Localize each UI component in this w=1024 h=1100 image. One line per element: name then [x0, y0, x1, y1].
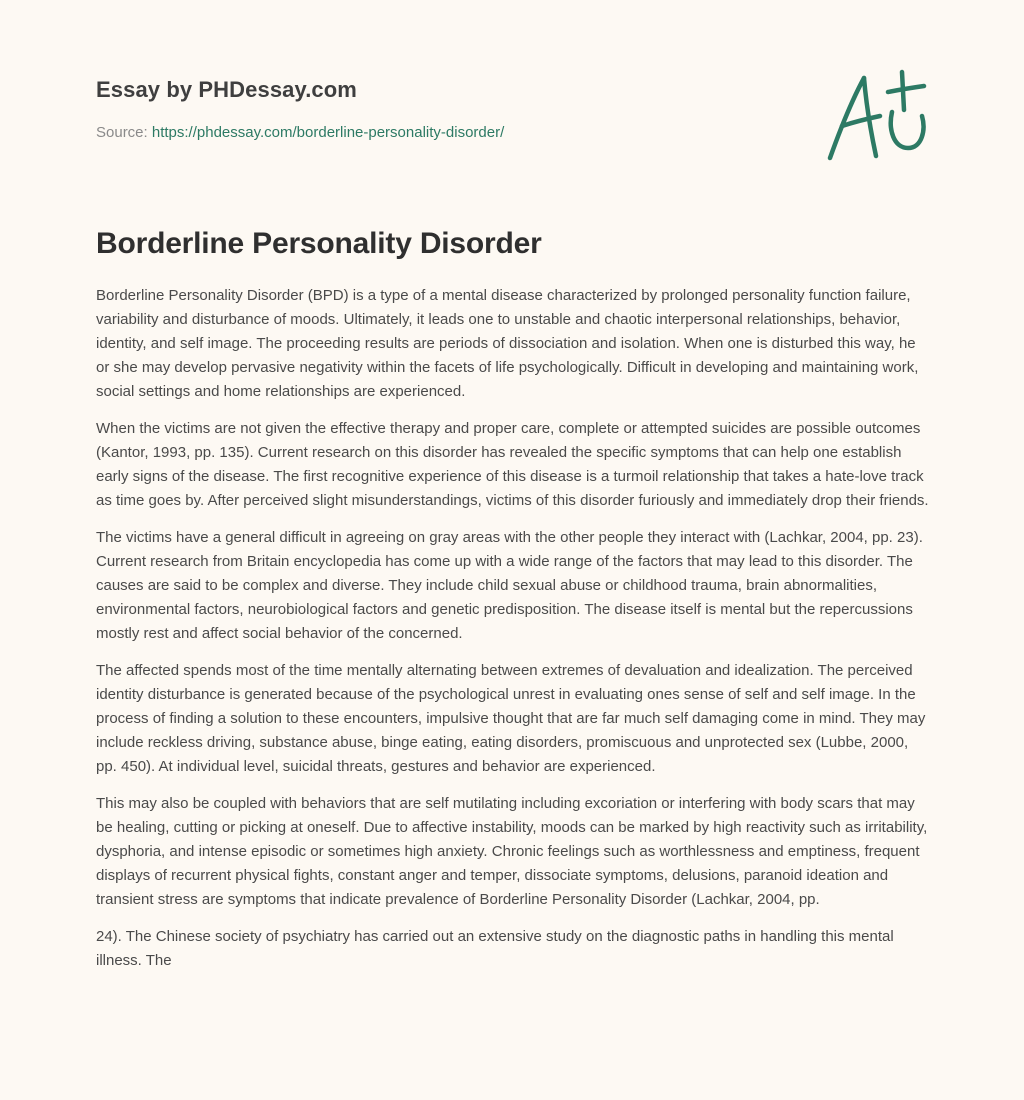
source-link[interactable]: https://phdessay.com/borderline-personality-disorder/ [151, 124, 505, 141]
source-label: Source: [96, 124, 148, 141]
site-title: Essay by PHDessay.com [96, 77, 357, 102]
essay-paragraph: The affected spends most of the time mentally alternating between extremes of devaluation and idealization. The perceived identity disturbance is generated because of the psychological unrest in evaluating ones sense of self and self image. In the process of finding a solution to these encounters, impulsive thought that are far much self damaging come in mind. They may include reckless driving, substance abuse, binge eating, eating disorders, promiscuous and unprotected sex (Lubbe, 2000, pp. 450). At individual level, suicidal threats, gestures and behavior are experienced. [96, 662, 926, 775]
essay-paragraph: 24). The Chinese society of psychiatry has carried out an extensive study on the diagnostic paths in handling this mental illness. The [96, 928, 894, 969]
source-line [96, 123, 796, 143]
essay-title: Borderline Personality Disorder [96, 227, 542, 260]
essay-paragraph: Borderline Personality Disorder (BPD) is a type of a mental disease characterized by prolonged personality function failure, variability and disturbance of moods. Ultimately, it leads one to unstable and chaotic interpersonal relationships, behavior, identity, and self image. The proceeding results are periods of dissociation and isolation. When one is disturbed this way, he or she may develop pervasive negativity within the facets of life psychologically. Difficult in developing and maintaining work, social settings and home relationships are experienced. [96, 287, 919, 400]
essay-body [96, 284, 932, 986]
site-header [96, 76, 796, 143]
a-plus-logo-icon [818, 64, 938, 168]
essay-paragraph: When the victims are not given the effective therapy and proper care, complete or attempted suicides are possible outcomes (Kantor, 1993, pp. 135). Current research on this disorder has revealed the specific symptoms that can help one establish early signs of the disease. The first recognitive experience of this disease is a turmoil relationship that takes a hate-love track as time goes by. After perceived slight misunderstandings, victims of this disorder furiously and immediately drop their friends. [96, 420, 929, 509]
essay-paragraph: This may also be coupled with behaviors that are self mutilating including excoriation or interfering with body scars that may be healing, cutting or picking at oneself. Due to affective instability, moods can be marked by high reactivity such as irritability, dysphoria, and intense episodic or sometimes high anxiety. Chronic feelings such as worthlessness and emptiness, frequent displays of recurrent physical fights, constant anger and temper, dissociate symptoms, delusions, paranoid ideation and transient stress are symptoms that indicate prevalence of Borderline Personality Disorder (Lachkar, 2004, pp. [96, 795, 928, 908]
essay-paragraph: The victims have a general difficult in agreeing on gray areas with the other people they interact with (Lachkar, 2004, pp. 23). Current research from Britain encyclopedia has come up with a wide range of the factors that may lead to this disorder. The causes are said to be complex and diverse. They include child sexual abuse or childhood trauma, brain abnormalities, environmental factors, neurobiological factors and genetic predisposition. The disease itself is mental but the repercussions mostly rest and affect social behavior of the concerned. [96, 529, 923, 642]
